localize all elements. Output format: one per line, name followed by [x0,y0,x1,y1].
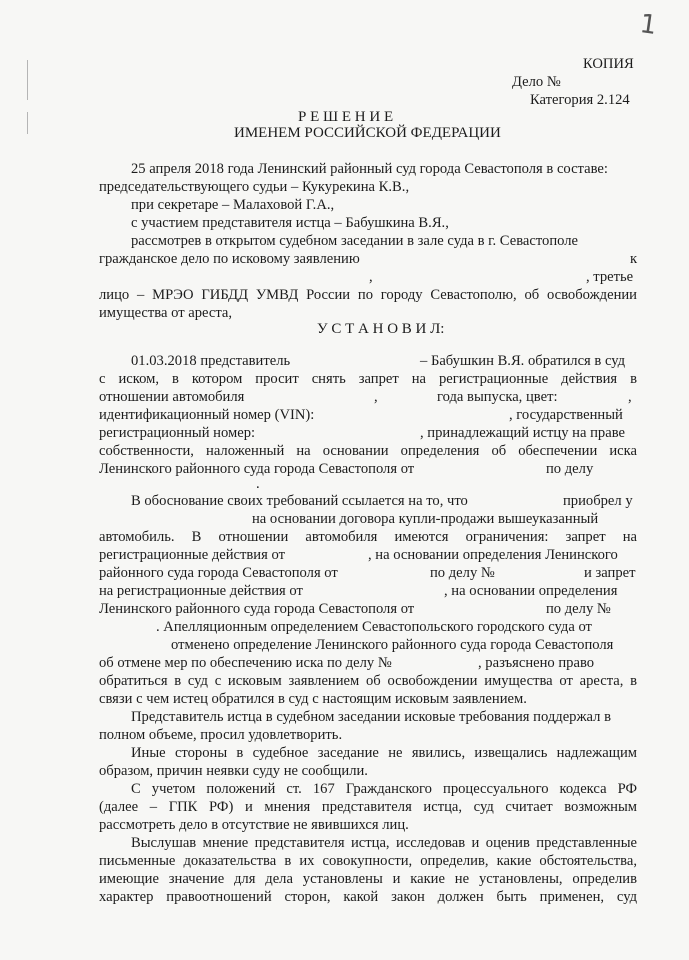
intro-line: 25 апреля 2018 года Ленинский районный суд города Севастополя в составе: [131,161,608,177]
body-line: по делу № [546,601,611,617]
established-heading: У С Т А Н О В И Л: [317,321,445,337]
body-line: по делу [546,461,594,477]
handwritten-page-number: 1 [637,8,659,42]
body-line: Ленинского районного суда города Севастополя от [99,601,415,617]
intro-line: рассмотрев в открытом судебном заседании в зале суда в г. Севастополе [131,233,579,249]
intro-line: , [369,269,373,285]
body-line: , на основании определения Ленинского [368,547,618,563]
body-line: с иском, в котором просит снять запрет на регистрационные действия в [99,371,637,387]
copy-stamp: КОПИЯ [583,56,634,72]
body-line: рассмотреть дело в отсутствие не явившихся лиц. [99,817,409,833]
body-line: отменено определение Ленинского районного суда города Севастополя [171,637,614,653]
body-line: на основании договора купли-продажи вышеуказанный [252,511,599,527]
case-category: Категория 2.124 [530,92,630,108]
body-line: , принадлежащий истцу на праве [420,425,625,441]
intro-line: при секретаре – Малаховой Г.А., [131,197,335,213]
body-line: (далее – ГПК РФ) и мнения представителя истца, суд считает возможным [99,799,637,815]
body-line: на регистрационные действия от [99,583,303,599]
intro-line: председательствующего судьи – Кукурекина К.В., [99,179,410,195]
body-line: имеющие значение для дела установлены и какие не установлены, определив [99,871,637,887]
intro-line: имущества от ареста, [99,305,233,321]
body-line: Выслушав мнение представителя истца, исследовав и оценив представленные [131,835,637,851]
body-line: обратиться в суд с исковым заявлением об освобождении имущества от ареста, в [99,673,637,689]
intro-line: с участием представителя истца – Бабушкина В.Я., [131,215,449,231]
body-line: регистрационные действия от [99,547,285,563]
body-line: Иные стороны в судебное заседание не явились, извещались надлежащим [131,745,637,761]
body-line: и запрет [584,565,636,581]
body-line: , на основании определения [444,583,618,599]
body-line: С учетом положений ст. 167 Гражданского процессуального кодекса РФ [131,781,637,797]
body-line: В обоснование своих требований ссылается на то, что [131,493,468,509]
body-line: характер правоотношений сторон, какой закон должен быть применен, суд [99,889,637,905]
body-line: регистрационный номер: [99,425,256,441]
intro-line: к [630,251,638,267]
body-line: отношении автомобиля [99,389,245,405]
margin-mark [27,112,28,134]
margin-mark [27,60,28,100]
body-line: , [374,389,378,405]
body-line: образом, причин неявки суду не сообщили. [99,763,368,779]
body-line: 01.03.2018 представитель [131,353,291,369]
body-line: , разъяснено право [478,655,595,671]
body-line: автомобиль. В отношении автомобиля имеются ограничения: запрет на [99,529,637,545]
body-line: . [256,476,260,492]
body-line: . Апелляционным определением Севастопольского городского суда от [156,619,592,635]
body-line: полном объеме, просил удовлетворить. [99,727,343,743]
body-line: собственности, наложенный на основании определения об обеспечении иска [99,443,637,459]
body-line: , государственный [509,407,623,423]
decision-title: Р Е Ш Е Н И Е [298,109,394,125]
body-line: – Бабушкин В.Я. обратился в суд [420,353,626,369]
intro-line: лицо – МРЭО ГИБДД УМВД России по городу Севастополю, об освобождении [99,287,637,303]
body-line: Представитель истца в судебном заседании исковые требования поддержал в [131,709,611,725]
body-line: приобрел у [563,493,633,509]
case-number: Дело № [512,74,561,90]
body-line: письменные доказательства в их совокупности, определив, какие обстоятельства, [99,853,637,869]
body-line: идентификационный номер (VIN): [99,407,315,423]
decision-subtitle: ИМЕНЕМ РОССИЙСКОЙ ФЕДЕРАЦИИ [234,125,501,141]
body-line: по делу № [430,565,495,581]
body-line: Ленинского районного суда города Севастополя от [99,461,415,477]
body-line: связи с чем истец обратился в суд с настоящим исковым заявлением. [99,691,527,707]
body-line: об отмене мер по обеспечению иска по делу № [99,655,392,671]
body-line: районного суда города Севастополя от [99,565,338,581]
body-line: года выпуска, цвет: [437,389,558,405]
intro-line: гражданское дело по исковому заявлению [99,251,360,267]
intro-line: , третье [586,269,634,285]
body-line: , [628,389,632,405]
